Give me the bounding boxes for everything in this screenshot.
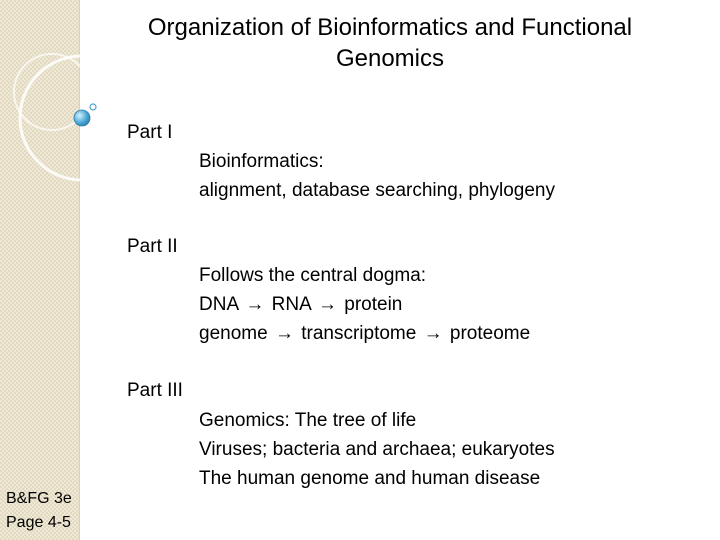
- part-3-line-1: Genomics: The tree of life: [199, 410, 417, 431]
- footer-page: Page 4-5: [6, 514, 71, 531]
- footer-source: B&FG 3e: [6, 490, 72, 507]
- slide-title: Organization of Bioinformatics and Functional Genomics: [147, 14, 633, 72]
- part-1-line-2: alignment, database searching, phylogeny: [199, 180, 555, 201]
- part-1-line-1: Bioinformatics:: [199, 151, 324, 172]
- right-arrow-icon: →: [423, 323, 443, 344]
- flow-term: proteome: [449, 323, 531, 344]
- flow-term: protein: [344, 294, 403, 315]
- part-3-line-2: Viruses; bacteria and archaea; eukaryotes: [199, 439, 555, 460]
- flow-term: genome: [199, 323, 268, 344]
- blue-bubble-icon: [74, 110, 90, 126]
- part-3-label: Part III: [127, 380, 183, 401]
- part-1-label: Part I: [127, 122, 173, 143]
- flow-term: RNA: [271, 294, 311, 315]
- right-arrow-icon: →: [318, 294, 337, 315]
- part-2-label: Part II: [127, 236, 178, 257]
- right-arrow-icon: →: [274, 323, 294, 344]
- small-bubble-icon: [90, 104, 96, 110]
- flow-term: transcriptome: [301, 323, 417, 344]
- part-2-line-1: Follows the central dogma:: [199, 265, 427, 286]
- central-dogma-flow: [199, 290, 402, 319]
- part-3-line-3: The human genome and human disease: [199, 468, 541, 489]
- right-arrow-icon: →: [245, 294, 265, 315]
- omics-flow: [199, 319, 530, 348]
- flow-term: DNA: [199, 294, 239, 315]
